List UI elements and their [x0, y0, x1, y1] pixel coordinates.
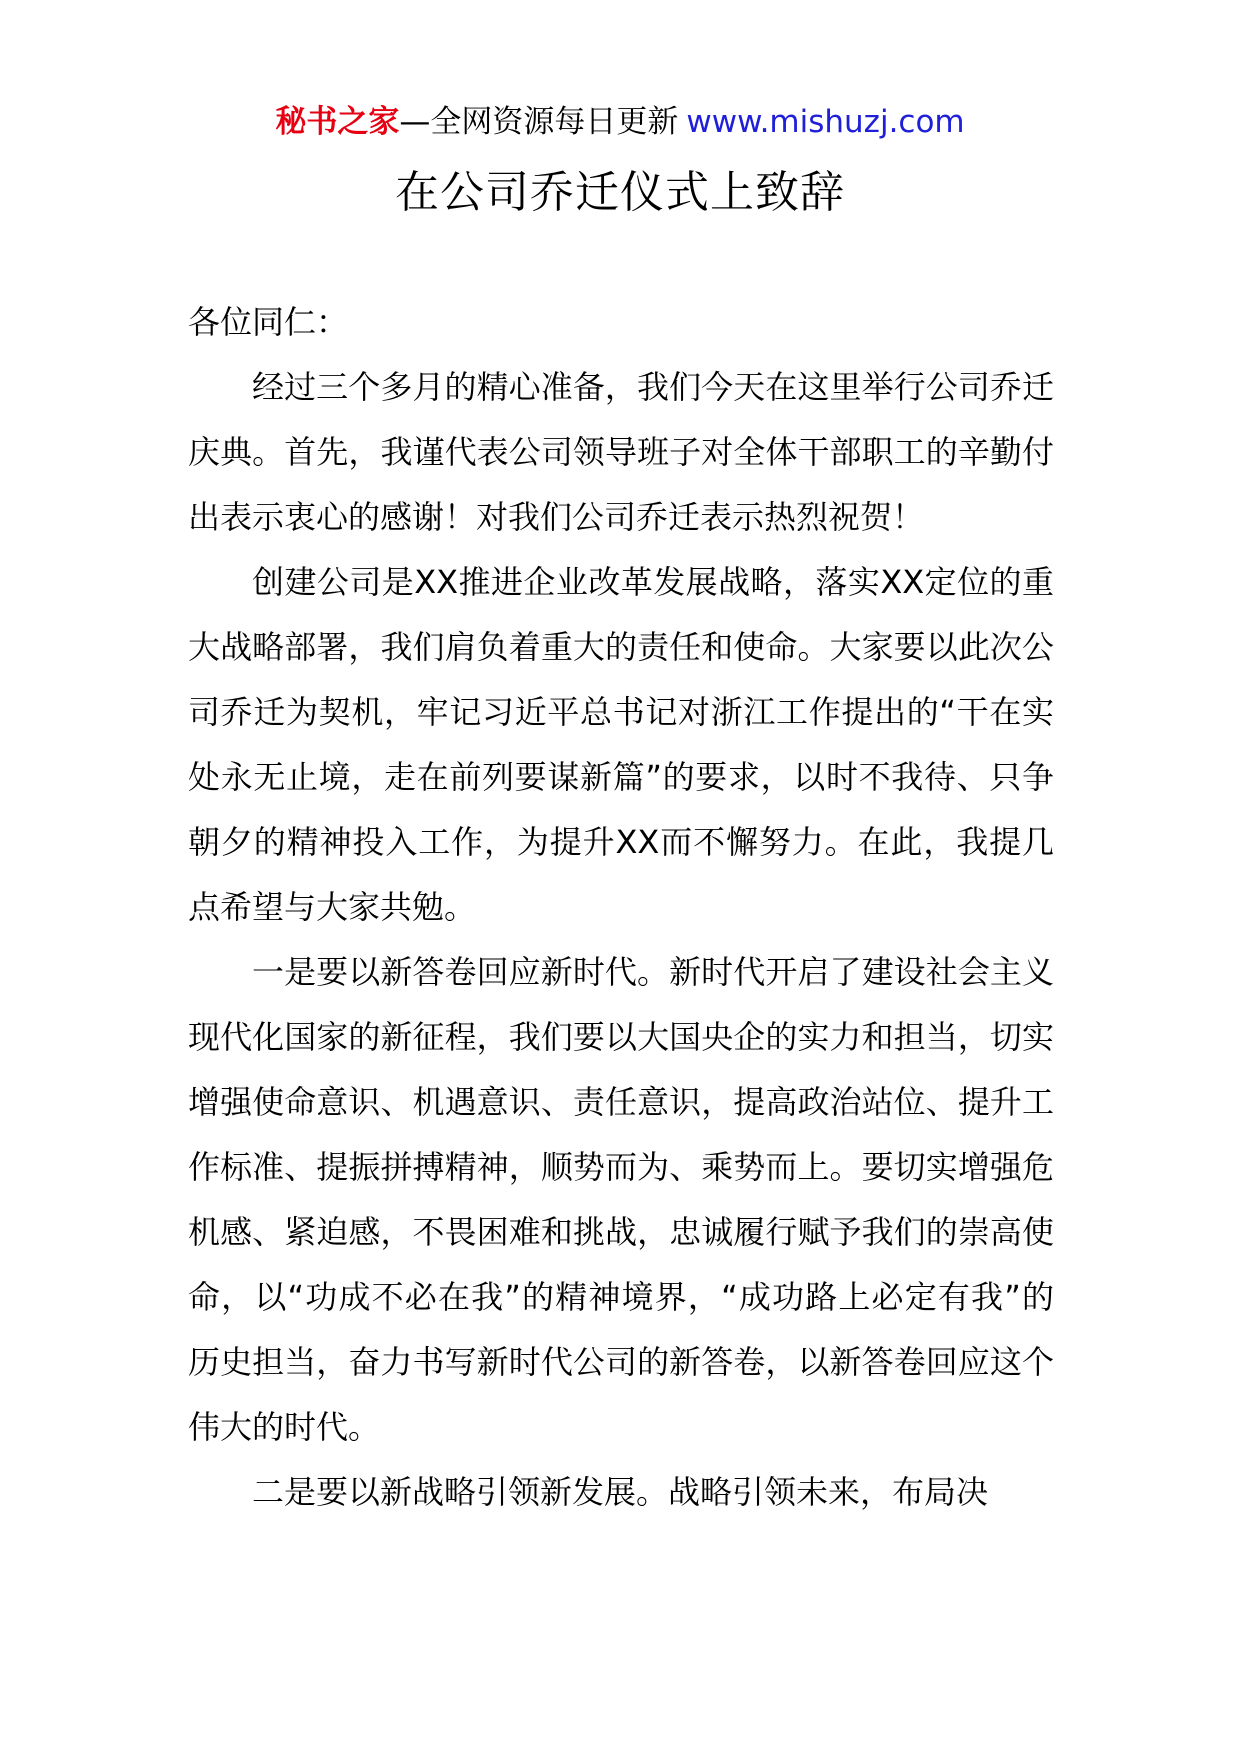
document-body [188, 290, 1054, 1525]
site-header [0, 100, 1240, 144]
paragraph-1: 经过三个多月的精心准备，我们今天在这里举行公司乔迁庆典。首先，我谨代表公司领导班子对全体干部职工的辛勤付出表示衷心的感谢！对我们公司乔迁表示热烈祝贺！ [188, 368, 1054, 536]
brand-name: 秘书之家 [275, 104, 400, 140]
document-title: 在公司乔迁仪式上致辞 [395, 167, 845, 218]
salutation: 各位同仁： [188, 303, 349, 341]
header-tagline: —全网资源每日更新 [399, 104, 679, 140]
paragraph-3: 一是要以新答卷回应新时代。新时代开启了建设社会主义现代化国家的新征程，我们要以大国央企的实力和担当，切实增强使命意识、机遇意识、责任意识，提高政治站位、提升工作标准、提振拼搏精神，顺势而为、乘势而上。要切实增强危机感、紧迫感，不畏困难和挑战，忠诚履行赋予我们的崇高使命，以“功成不必在我”的精神境界，“成功路上必定有我”的历史担当，奋力书写新时代公司的新答卷，以新答卷回应这个伟大的时代。 [188, 953, 1054, 1446]
paragraph-4: 二是要以新战略引领新发展。战略引领未来，布局决 [252, 1473, 989, 1511]
paragraph-2: 创建公司是XX推进企业改革发展战略，落实XX定位的重大战略部署，我们肩负着重大的责任和使命。大家要以此次公司乔迁为契机，牢记习近平总书记对浙江工作提出的“干在实处永无止境，走在前列要谋新篇”的要求，以时不我待、只争朝夕的精神投入工作，为提升XX而不懈努力。在此，我提几点希望与大家共勉。 [188, 563, 1054, 926]
site-url-link[interactable]: www.mishuzj.com [686, 104, 965, 140]
